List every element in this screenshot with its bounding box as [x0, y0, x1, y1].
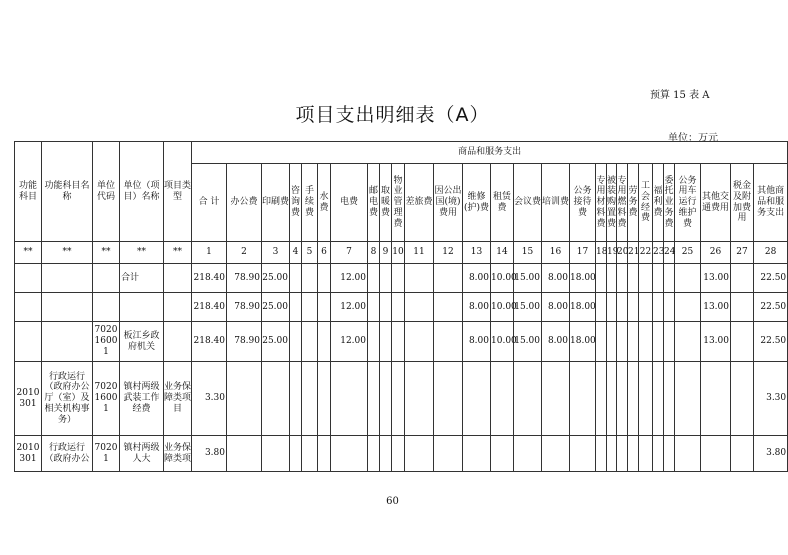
cell-value — [290, 264, 302, 293]
cell-value — [318, 322, 331, 362]
cell-value — [607, 293, 617, 322]
index-cell: ** — [15, 242, 42, 264]
index-cell: 19 — [607, 242, 617, 264]
cell-unit-code: 702016001 — [93, 362, 120, 436]
cell-unit-name — [120, 293, 164, 322]
cell-value: 13.00 — [701, 293, 731, 322]
index-cell: 17 — [570, 242, 596, 264]
cell-value — [596, 293, 607, 322]
cell-value — [542, 362, 570, 436]
header-col-26: 其他交通费用 — [701, 164, 731, 242]
index-cell: 8 — [368, 242, 380, 264]
cell-func-code: 2010301 — [15, 436, 42, 472]
cell-value: 8.00 — [542, 264, 570, 293]
cell-value — [380, 264, 392, 293]
index-cell: 7 — [331, 242, 368, 264]
cell-value — [617, 436, 628, 472]
header-col-13: 维修(护)费 — [463, 164, 491, 242]
cell-value — [302, 436, 318, 472]
cell-value — [617, 362, 628, 436]
cell-value — [392, 322, 405, 362]
cell-value: 22.50 — [754, 293, 788, 322]
cell-value — [596, 322, 607, 362]
index-cell: 15 — [514, 242, 542, 264]
header-col-21: 劳务费 — [628, 164, 639, 242]
table-row — [15, 322, 788, 362]
cell-project-type: 业务保障类项 — [164, 436, 192, 472]
index-cell: 2 — [227, 242, 262, 264]
index-cell: 25 — [675, 242, 701, 264]
cell-value — [653, 436, 664, 472]
cell-value — [380, 362, 392, 436]
index-row — [15, 242, 788, 264]
cell-value — [405, 362, 434, 436]
cell-value — [405, 264, 434, 293]
cell-value — [639, 362, 653, 436]
index-cell: 28 — [754, 242, 788, 264]
cell-func-name — [42, 293, 93, 322]
cell-value — [731, 362, 754, 436]
cell-project-type: 业务保障类项目 — [164, 362, 192, 436]
cell-value: 78.90 — [227, 264, 262, 293]
cell-value — [701, 362, 731, 436]
cell-value: 3.30 — [754, 362, 788, 436]
table-row — [15, 264, 788, 293]
cell-value — [514, 436, 542, 472]
cell-func-name: 行政运行（政府办公 — [42, 436, 93, 472]
cell-unit-code: 70201 — [93, 436, 120, 472]
cell-value: 8.00 — [463, 264, 491, 293]
header-func-code: 功能科目 — [15, 142, 42, 242]
cell-value — [675, 264, 701, 293]
cell-value — [664, 322, 675, 362]
header-col-12: 因公出国(境)费用 — [434, 164, 463, 242]
cell-value — [434, 293, 463, 322]
index-cell: 14 — [491, 242, 514, 264]
cell-value — [731, 322, 754, 362]
header-col-17: 公务接待费 — [570, 164, 596, 242]
cell-value: 18.00 — [570, 293, 596, 322]
cell-func-code — [15, 293, 42, 322]
cell-value: 78.90 — [227, 293, 262, 322]
cell-value — [368, 362, 380, 436]
cell-value — [617, 322, 628, 362]
index-cell: 3 — [262, 242, 290, 264]
index-cell: 26 — [701, 242, 731, 264]
cell-value: 10.00 — [491, 264, 514, 293]
cell-func-code — [15, 322, 42, 362]
header-col-16: 培训费 — [542, 164, 570, 242]
cell-value — [628, 436, 639, 472]
cell-value — [368, 293, 380, 322]
header-col-14: 租赁费 — [491, 164, 514, 242]
index-cell: 4 — [290, 242, 302, 264]
cell-value: 10.00 — [491, 293, 514, 322]
cell-value: 25.00 — [262, 264, 290, 293]
unit-label: 单位：万元 — [668, 133, 718, 144]
cell-func-name — [42, 264, 93, 293]
index-cell: 5 — [302, 242, 318, 264]
cell-value — [318, 362, 331, 436]
cell-value — [628, 293, 639, 322]
header-col-9: 取暖费 — [380, 164, 392, 242]
cell-value — [653, 264, 664, 293]
cell-value: 3.80 — [192, 436, 227, 472]
cell-project-type — [164, 264, 192, 293]
cell-value — [405, 322, 434, 362]
table-row — [15, 362, 788, 436]
cell-value — [675, 322, 701, 362]
cell-value — [368, 264, 380, 293]
cell-value — [596, 436, 607, 472]
cell-value — [664, 264, 675, 293]
cell-value: 22.50 — [754, 264, 788, 293]
index-cell: ** — [120, 242, 164, 264]
index-cell: 22 — [639, 242, 653, 264]
page-title: 项目支出明细表（A） — [295, 104, 490, 126]
cell-value — [302, 322, 318, 362]
header-col-10: 物业管理费 — [392, 164, 405, 242]
index-cell: ** — [42, 242, 93, 264]
cell-unit-name: 镇村两级武装工作经费 — [120, 362, 164, 436]
cell-value — [380, 293, 392, 322]
header-col-15: 会议费 — [514, 164, 542, 242]
cell-value — [290, 293, 302, 322]
index-cell: 6 — [318, 242, 331, 264]
cell-func-name — [42, 322, 93, 362]
index-cell: 12 — [434, 242, 463, 264]
page-number: 60 — [386, 496, 399, 507]
budget-table-ref: 预算 15 表 A — [650, 90, 710, 101]
cell-func-code — [15, 264, 42, 293]
cell-value — [392, 362, 405, 436]
cell-value: 12.00 — [331, 264, 368, 293]
header-col-23: 福利费 — [653, 164, 664, 242]
cell-value — [491, 436, 514, 472]
index-cell: 18 — [596, 242, 607, 264]
header-col-18: 专用材料费 — [596, 164, 607, 242]
cell-value — [731, 264, 754, 293]
cell-value: 8.00 — [463, 322, 491, 362]
header-unit-code: 单位代码 — [93, 142, 120, 242]
header-col-6: 水费 — [318, 164, 331, 242]
index-cell: 24 — [664, 242, 675, 264]
cell-value: 12.00 — [331, 322, 368, 362]
cell-value — [628, 362, 639, 436]
cell-value — [617, 264, 628, 293]
cell-value: 78.90 — [227, 322, 262, 362]
expenditure-table — [14, 141, 788, 472]
cell-value — [596, 264, 607, 293]
header-col-4: 咨询费 — [290, 164, 302, 242]
cell-value — [380, 436, 392, 472]
cell-value — [368, 322, 380, 362]
cell-value — [701, 436, 731, 472]
cell-value — [331, 362, 368, 436]
cell-func-name: 行政运行（政府办公厅（室）及相关机构事务） — [42, 362, 93, 436]
cell-value: 25.00 — [262, 293, 290, 322]
cell-value — [380, 322, 392, 362]
cell-value: 25.00 — [262, 322, 290, 362]
index-cell: 1 — [192, 242, 227, 264]
cell-unit-code — [93, 293, 120, 322]
cell-project-type — [164, 322, 192, 362]
cell-value — [405, 436, 434, 472]
cell-value — [607, 322, 617, 362]
cell-value — [731, 436, 754, 472]
index-cell: 13 — [463, 242, 491, 264]
cell-project-type — [164, 293, 192, 322]
cell-value — [639, 264, 653, 293]
index-cell: 27 — [731, 242, 754, 264]
cell-value — [318, 436, 331, 472]
cell-value — [675, 436, 701, 472]
header-col-11: 差旅费 — [405, 164, 434, 242]
cell-value — [628, 264, 639, 293]
header-col-22: 工会经费 — [639, 164, 653, 242]
cell-value: 10.00 — [491, 322, 514, 362]
cell-value — [628, 322, 639, 362]
cell-value — [318, 264, 331, 293]
cell-value — [227, 362, 262, 436]
table-row — [15, 436, 788, 472]
cell-value — [607, 362, 617, 436]
header-col-7: 电费 — [331, 164, 368, 242]
cell-value: 8.00 — [542, 293, 570, 322]
cell-unit-name: 镇村两级人大 — [120, 436, 164, 472]
cell-value: 8.00 — [463, 293, 491, 322]
cell-value — [731, 293, 754, 322]
cell-value: 8.00 — [542, 322, 570, 362]
cell-value: 3.30 — [192, 362, 227, 436]
header-col-28: 其他商品和服务支出 — [754, 164, 788, 242]
cell-value: 18.00 — [570, 322, 596, 362]
cell-value: 13.00 — [701, 322, 731, 362]
cell-value — [331, 436, 368, 472]
cell-value — [491, 362, 514, 436]
cell-value — [639, 293, 653, 322]
cell-unit-code — [93, 264, 120, 293]
cell-value — [607, 264, 617, 293]
cell-value — [302, 293, 318, 322]
cell-value — [434, 264, 463, 293]
cell-value — [617, 293, 628, 322]
cell-value: 218.40 — [192, 293, 227, 322]
table-row — [15, 293, 788, 322]
cell-value — [570, 436, 596, 472]
cell-value: 13.00 — [701, 264, 731, 293]
header-col-3: 印刷费 — [262, 164, 290, 242]
cell-value — [392, 436, 405, 472]
header-col-27: 税金及附加费用 — [731, 164, 754, 242]
cell-value — [514, 362, 542, 436]
cell-value — [570, 362, 596, 436]
cell-value — [434, 436, 463, 472]
index-cell: 20 — [617, 242, 628, 264]
cell-value — [302, 362, 318, 436]
cell-unit-code: 702016001 — [93, 322, 120, 362]
cell-value — [664, 362, 675, 436]
cell-value — [664, 436, 675, 472]
header-col-2: 办公费 — [227, 164, 262, 242]
cell-value — [653, 362, 664, 436]
index-cell: 11 — [405, 242, 434, 264]
cell-value: 218.40 — [192, 264, 227, 293]
header-func-name: 功能科目名称 — [42, 142, 93, 242]
cell-value: 3.80 — [754, 436, 788, 472]
header-col-25: 公务用车运行维护费 — [675, 164, 701, 242]
cell-value — [542, 436, 570, 472]
header-col-1: 合 计 — [192, 164, 227, 242]
header-col-24: 委托业务费 — [664, 164, 675, 242]
cell-value: 15.00 — [514, 264, 542, 293]
cell-func-code: 2010301 — [15, 362, 42, 436]
header-goods-services-group: 商品和服务支出 — [192, 142, 788, 164]
cell-value — [639, 322, 653, 362]
header-col-19: 被装购置费 — [607, 164, 617, 242]
header-unit-name: 单位（项目）名称 — [120, 142, 164, 242]
index-cell: 9 — [380, 242, 392, 264]
cell-value — [392, 264, 405, 293]
cell-value — [405, 293, 434, 322]
cell-value — [463, 436, 491, 472]
cell-value — [392, 293, 405, 322]
cell-value — [262, 362, 290, 436]
cell-value — [290, 362, 302, 436]
cell-value — [596, 362, 607, 436]
cell-value — [290, 322, 302, 362]
cell-value — [664, 293, 675, 322]
cell-value: 15.00 — [514, 293, 542, 322]
header-col-5: 手续费 — [302, 164, 318, 242]
index-cell: ** — [93, 242, 120, 264]
cell-value — [607, 436, 617, 472]
cell-value: 15.00 — [514, 322, 542, 362]
cell-value: 218.40 — [192, 322, 227, 362]
index-cell: 16 — [542, 242, 570, 264]
cell-value — [262, 436, 290, 472]
cell-unit-name: 板江乡政府机关 — [120, 322, 164, 362]
cell-value — [675, 362, 701, 436]
cell-value — [434, 362, 463, 436]
header-project-type: 项目类型 — [164, 142, 192, 242]
cell-value — [434, 322, 463, 362]
header-col-8: 邮电费 — [368, 164, 380, 242]
cell-value — [227, 436, 262, 472]
cell-value: 18.00 — [570, 264, 596, 293]
cell-value — [653, 293, 664, 322]
index-cell: ** — [164, 242, 192, 264]
cell-value: 12.00 — [331, 293, 368, 322]
cell-value — [463, 362, 491, 436]
index-cell: 21 — [628, 242, 639, 264]
cell-value — [368, 436, 380, 472]
cell-value — [653, 322, 664, 362]
cell-value — [290, 436, 302, 472]
cell-value — [302, 264, 318, 293]
cell-value — [639, 436, 653, 472]
cell-value: 22.50 — [754, 322, 788, 362]
index-cell: 10 — [392, 242, 405, 264]
header-col-20: 专用燃料费 — [617, 164, 628, 242]
cell-value — [318, 293, 331, 322]
cell-unit-name: 合计 — [120, 264, 164, 293]
cell-value — [675, 293, 701, 322]
index-cell: 23 — [653, 242, 664, 264]
